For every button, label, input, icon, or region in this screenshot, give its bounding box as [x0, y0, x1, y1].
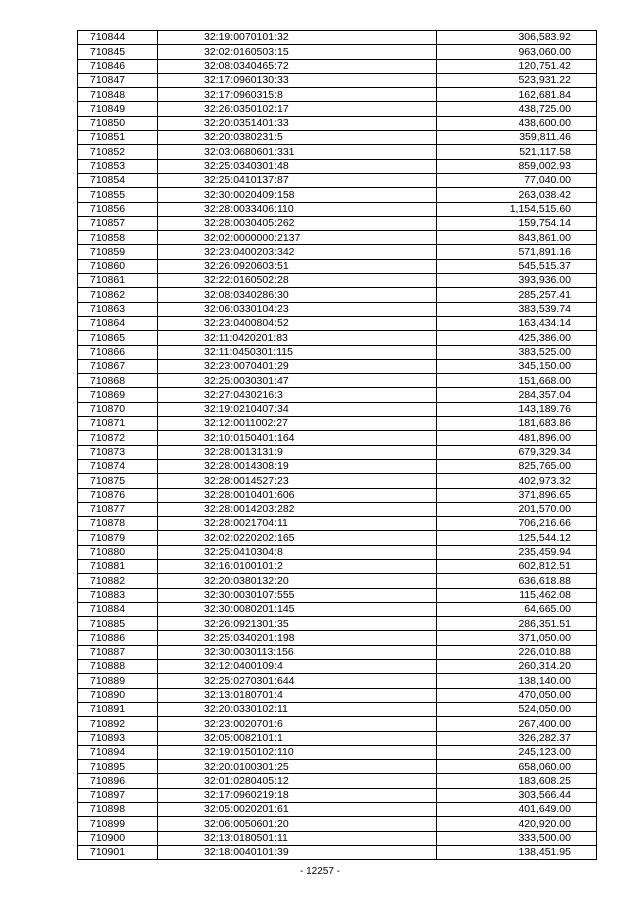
- amount-cell: 284,357.04: [437, 388, 597, 402]
- record-number-cell: 710850: [78, 116, 158, 130]
- table-row: [78, 402, 597, 416]
- record-number-cell: 710885: [78, 617, 158, 631]
- amount-cell: 359,811.46: [437, 131, 597, 145]
- table-row: [78, 645, 597, 659]
- record-number-cell: 710888: [78, 660, 158, 674]
- amount-cell: 438,725.00: [437, 102, 597, 116]
- table-row: [78, 88, 597, 102]
- amount-cell: 383,539.74: [437, 302, 597, 316]
- table-row: [78, 531, 597, 545]
- record-number-cell: 710899: [78, 817, 158, 831]
- table-row: [78, 459, 597, 473]
- record-number-cell: 710886: [78, 631, 158, 645]
- record-number-cell: 710889: [78, 674, 158, 688]
- amount-cell: 383,525.00: [437, 345, 597, 359]
- amount-cell: 286,351.51: [437, 617, 597, 631]
- record-number-cell: 710849: [78, 102, 158, 116]
- cadastral-number-cell: 32:30:0030107:555: [158, 588, 437, 602]
- record-number-cell: 710872: [78, 431, 158, 445]
- amount-cell: 260,314.20: [437, 660, 597, 674]
- table-row: [78, 159, 597, 173]
- cadastral-number-cell: 32:28:0014203:282: [158, 502, 437, 516]
- amount-cell: 163,434.14: [437, 316, 597, 330]
- cadastral-number-cell: 32:05:0020201:61: [158, 803, 437, 817]
- cadastral-number-cell: 32:10:0150401:164: [158, 431, 437, 445]
- amount-cell: 345,150.00: [437, 359, 597, 373]
- record-number-cell: 710866: [78, 345, 158, 359]
- amount-cell: 401,649.00: [437, 803, 597, 817]
- amount-cell: 843,861.00: [437, 231, 597, 245]
- table-row: [78, 545, 597, 559]
- cadastral-number-cell: 32:25:0030301:47: [158, 374, 437, 388]
- cadastral-number-cell: 32:23:0020701:6: [158, 717, 437, 731]
- table-row: [78, 817, 597, 831]
- record-number-cell: 710845: [78, 45, 158, 59]
- cadastral-number-cell: 32:20:0330102:11: [158, 702, 437, 716]
- cadastral-number-cell: 32:20:0351401:33: [158, 116, 437, 130]
- table-row: [78, 431, 597, 445]
- amount-cell: 371,896.65: [437, 488, 597, 502]
- table-row: [78, 717, 597, 731]
- amount-cell: 201,570.00: [437, 502, 597, 516]
- amount-cell: 326,282.37: [437, 731, 597, 745]
- amount-cell: 521,117.58: [437, 145, 597, 159]
- amount-cell: 470,050.00: [437, 688, 597, 702]
- page-number: - 12257 -: [299, 866, 341, 877]
- table-row: [78, 417, 597, 431]
- amount-cell: 393,936.00: [437, 274, 597, 288]
- table-row: [78, 388, 597, 402]
- cadastral-number-cell: 32:23:0070401:29: [158, 359, 437, 373]
- table-row: [78, 631, 597, 645]
- record-number-cell: 710875: [78, 474, 158, 488]
- table-row: [78, 316, 597, 330]
- table-row: [78, 760, 597, 774]
- table-row: [78, 102, 597, 116]
- cadastral-number-cell: 32:28:0033406:110: [158, 202, 437, 216]
- amount-cell: 138,451.95: [437, 845, 597, 859]
- cadastral-number-cell: 32:30:0020409:158: [158, 188, 437, 202]
- record-number-cell: 710891: [78, 702, 158, 716]
- table-row: [78, 660, 597, 674]
- amount-cell: 706,216.66: [437, 517, 597, 531]
- cadastral-number-cell: 32:25:0270301:644: [158, 674, 437, 688]
- cadastral-number-cell: 32:02:0220202:165: [158, 531, 437, 545]
- amount-cell: 226,010.88: [437, 645, 597, 659]
- cadastral-number-cell: 32:05:0082101:1: [158, 731, 437, 745]
- amount-cell: 181,683.86: [437, 417, 597, 431]
- table-row: [78, 731, 597, 745]
- amount-cell: 658,060.00: [437, 760, 597, 774]
- record-number-cell: 710878: [78, 517, 158, 531]
- cadastral-number-cell: 32:27:0430216:3: [158, 388, 437, 402]
- table-row: [78, 559, 597, 573]
- record-number-cell: 710894: [78, 745, 158, 759]
- cadastral-number-cell: 32:19:0070101:32: [158, 31, 437, 45]
- record-number-cell: 710874: [78, 459, 158, 473]
- table-row: [78, 173, 597, 187]
- record-number-cell: 710892: [78, 717, 158, 731]
- table-row: [78, 588, 597, 602]
- cadastral-number-cell: 32:20:0380132:20: [158, 574, 437, 588]
- cadastral-number-cell: 32:16:0100101:2: [158, 559, 437, 573]
- table-row: [78, 245, 597, 259]
- amount-cell: 636,618.88: [437, 574, 597, 588]
- cadastral-number-cell: 32:28:0030405:262: [158, 216, 437, 230]
- table-row: [78, 45, 597, 59]
- amount-cell: 183,608.25: [437, 774, 597, 788]
- cadastral-number-cell: 32:02:0160503:15: [158, 45, 437, 59]
- table-row: [78, 31, 597, 45]
- table-row: [78, 602, 597, 616]
- record-number-cell: 710893: [78, 731, 158, 745]
- cadastral-number-cell: 32:25:0340201:198: [158, 631, 437, 645]
- amount-cell: 402,973.32: [437, 474, 597, 488]
- table-row: [78, 674, 597, 688]
- table-row: [78, 59, 597, 73]
- cadastral-number-cell: 32:06:0050601:20: [158, 817, 437, 831]
- cadastral-number-cell: 32:13:0180701:4: [158, 688, 437, 702]
- record-number-cell: 710851: [78, 131, 158, 145]
- table-row: [78, 188, 597, 202]
- record-number-cell: 710877: [78, 502, 158, 516]
- record-number-cell: 710863: [78, 302, 158, 316]
- table-row: [78, 702, 597, 716]
- record-number-cell: 710853: [78, 159, 158, 173]
- amount-cell: 77,040.00: [437, 173, 597, 187]
- table-row: [78, 688, 597, 702]
- record-number-cell: 710900: [78, 831, 158, 845]
- record-number-cell: 710890: [78, 688, 158, 702]
- amount-cell: 285,257.41: [437, 288, 597, 302]
- record-number-cell: 710854: [78, 173, 158, 187]
- record-number-cell: 710862: [78, 288, 158, 302]
- amount-cell: 438,600.00: [437, 116, 597, 130]
- record-number-cell: 710865: [78, 331, 158, 345]
- table-row: [78, 202, 597, 216]
- cadastral-number-cell: 32:30:0030113:156: [158, 645, 437, 659]
- table-row: [78, 788, 597, 802]
- record-number-cell: 710852: [78, 145, 158, 159]
- amount-cell: 523,931.22: [437, 73, 597, 87]
- record-number-cell: 710867: [78, 359, 158, 373]
- record-number-cell: 710898: [78, 803, 158, 817]
- cadastral-number-cell: 32:25:0340301:48: [158, 159, 437, 173]
- amount-cell: 825,765.00: [437, 459, 597, 473]
- table-row: [78, 73, 597, 87]
- record-number-cell: 710887: [78, 645, 158, 659]
- table-row: [78, 774, 597, 788]
- table-row: [78, 359, 597, 373]
- record-number-cell: 710876: [78, 488, 158, 502]
- cadastral-number-cell: 32:12:0400109:4: [158, 660, 437, 674]
- table-row: [78, 331, 597, 345]
- cadastral-number-cell: 32:06:0330104:23: [158, 302, 437, 316]
- record-number-cell: 710861: [78, 274, 158, 288]
- amount-cell: 524,050.00: [437, 702, 597, 716]
- record-number-cell: 710881: [78, 559, 158, 573]
- table-row: [78, 345, 597, 359]
- cadastral-number-cell: 32:28:0014527:23: [158, 474, 437, 488]
- cadastral-number-cell: 32:25:0410137:87: [158, 173, 437, 187]
- table-row: [78, 845, 597, 859]
- amount-cell: 120,751.42: [437, 59, 597, 73]
- cadastral-number-cell: 32:26:0920603:51: [158, 259, 437, 273]
- record-number-cell: 710868: [78, 374, 158, 388]
- cadastral-number-cell: 32:02:0000000:2137: [158, 231, 437, 245]
- amount-cell: 859,002.93: [437, 159, 597, 173]
- record-number-cell: 710855: [78, 188, 158, 202]
- cadastral-number-cell: 32:28:0014308:19: [158, 459, 437, 473]
- amount-cell: 235,459.94: [437, 545, 597, 559]
- record-number-cell: 710846: [78, 59, 158, 73]
- cadastral-number-cell: 32:19:0210407:34: [158, 402, 437, 416]
- cadastral-number-cell: 32:28:0021704:11: [158, 517, 437, 531]
- record-number-cell: 710884: [78, 602, 158, 616]
- cadastral-number-cell: 32:08:0340286:30: [158, 288, 437, 302]
- amount-cell: 371,050.00: [437, 631, 597, 645]
- amount-cell: 425,386.00: [437, 331, 597, 345]
- cadastral-number-cell: 32:23:0400804:52: [158, 316, 437, 330]
- record-number-cell: 710857: [78, 216, 158, 230]
- table-row: [78, 517, 597, 531]
- cadastral-number-cell: 32:11:0450301:115: [158, 345, 437, 359]
- cadastral-number-cell: 32:28:0010401:606: [158, 488, 437, 502]
- cadastral-number-cell: 32:19:0150102:110: [158, 745, 437, 759]
- table-row: [78, 274, 597, 288]
- record-number-cell: 710896: [78, 774, 158, 788]
- cadastral-number-cell: 32:23:0400203:342: [158, 245, 437, 259]
- amount-cell: 303,566.44: [437, 788, 597, 802]
- table-row: [78, 231, 597, 245]
- cadastral-number-cell: 32:20:0100301:25: [158, 760, 437, 774]
- record-number-cell: 710844: [78, 31, 158, 45]
- amount-cell: 159,754.14: [437, 216, 597, 230]
- cadastral-number-cell: 32:30:0080201:145: [158, 602, 437, 616]
- cadastral-number-cell: 32:17:0960130:33: [158, 73, 437, 87]
- table-row: [78, 302, 597, 316]
- record-number-cell: 710882: [78, 574, 158, 588]
- record-number-cell: 710860: [78, 259, 158, 273]
- table-row: [78, 488, 597, 502]
- record-number-cell: 710883: [78, 588, 158, 602]
- cadastral-number-cell: 32:25:0410304:8: [158, 545, 437, 559]
- cadastral-number-cell: 32:17:0960219:18: [158, 788, 437, 802]
- amount-cell: 963,060.00: [437, 45, 597, 59]
- table-row: [78, 574, 597, 588]
- record-number-cell: 710870: [78, 402, 158, 416]
- amount-cell: 333,500.00: [437, 831, 597, 845]
- cadastral-number-cell: 32:12:0011002:27: [158, 417, 437, 431]
- cadastral-number-cell: 32:18:0040101:39: [158, 845, 437, 859]
- cadastral-number-cell: 32:01:0280405:12: [158, 774, 437, 788]
- amount-cell: 1,154,515.60: [437, 202, 597, 216]
- table-row: [78, 116, 597, 130]
- table-row: [78, 745, 597, 759]
- amount-cell: 267,400.00: [437, 717, 597, 731]
- cadastral-number-cell: 32:11:0420201:83: [158, 331, 437, 345]
- data-table: [77, 30, 597, 860]
- amount-cell: 138,140.00: [437, 674, 597, 688]
- record-number-cell: 710879: [78, 531, 158, 545]
- table-row: [78, 259, 597, 273]
- record-number-cell: 710901: [78, 845, 158, 859]
- amount-cell: 481,896.00: [437, 431, 597, 445]
- record-number-cell: 710895: [78, 760, 158, 774]
- table-row: [78, 803, 597, 817]
- record-number-cell: 710871: [78, 417, 158, 431]
- cadastral-number-cell: 32:26:0350102:17: [158, 102, 437, 116]
- record-number-cell: 710859: [78, 245, 158, 259]
- table-row: [78, 216, 597, 230]
- table-row: [78, 831, 597, 845]
- amount-cell: 125,544.12: [437, 531, 597, 545]
- amount-cell: 306,583.92: [437, 31, 597, 45]
- table-row: [78, 145, 597, 159]
- cadastral-number-cell: 32:17:0960315:8: [158, 88, 437, 102]
- cadastral-number-cell: 32:03:0680601:331: [158, 145, 437, 159]
- amount-cell: 545,515.37: [437, 259, 597, 273]
- amount-cell: 679,329.34: [437, 445, 597, 459]
- table-row: [78, 502, 597, 516]
- amount-cell: 143,189.76: [437, 402, 597, 416]
- table-row: [78, 374, 597, 388]
- table-row: [78, 131, 597, 145]
- amount-cell: 420,920.00: [437, 817, 597, 831]
- record-number-cell: 710869: [78, 388, 158, 402]
- cadastral-number-cell: 32:26:0921301:35: [158, 617, 437, 631]
- record-number-cell: 710847: [78, 73, 158, 87]
- amount-cell: 115,462.08: [437, 588, 597, 602]
- record-number-cell: 710858: [78, 231, 158, 245]
- amount-cell: 263,038.42: [437, 188, 597, 202]
- cadastral-number-cell: 32:20:0380231:5: [158, 131, 437, 145]
- record-number-cell: 710897: [78, 788, 158, 802]
- amount-cell: 602,812.51: [437, 559, 597, 573]
- cadastral-number-cell: 32:28:0013131:9: [158, 445, 437, 459]
- amount-cell: 571,891.16: [437, 245, 597, 259]
- table-row: [78, 474, 597, 488]
- cadastral-number-cell: 32:22:0160502:28: [158, 274, 437, 288]
- table-row: [78, 288, 597, 302]
- record-number-cell: 710880: [78, 545, 158, 559]
- table-row: [78, 617, 597, 631]
- cadastral-number-cell: 32:13:0180501:11: [158, 831, 437, 845]
- record-number-cell: 710848: [78, 88, 158, 102]
- cadastral-number-cell: 32:08:0340465:72: [158, 59, 437, 73]
- amount-cell: 64,665.00: [437, 602, 597, 616]
- amount-cell: 162,681.84: [437, 88, 597, 102]
- amount-cell: 151,668.00: [437, 374, 597, 388]
- record-number-cell: 710856: [78, 202, 158, 216]
- amount-cell: 245,123.00: [437, 745, 597, 759]
- record-number-cell: 710873: [78, 445, 158, 459]
- table-row: [78, 445, 597, 459]
- table-body: [78, 31, 597, 860]
- record-number-cell: 710864: [78, 316, 158, 330]
